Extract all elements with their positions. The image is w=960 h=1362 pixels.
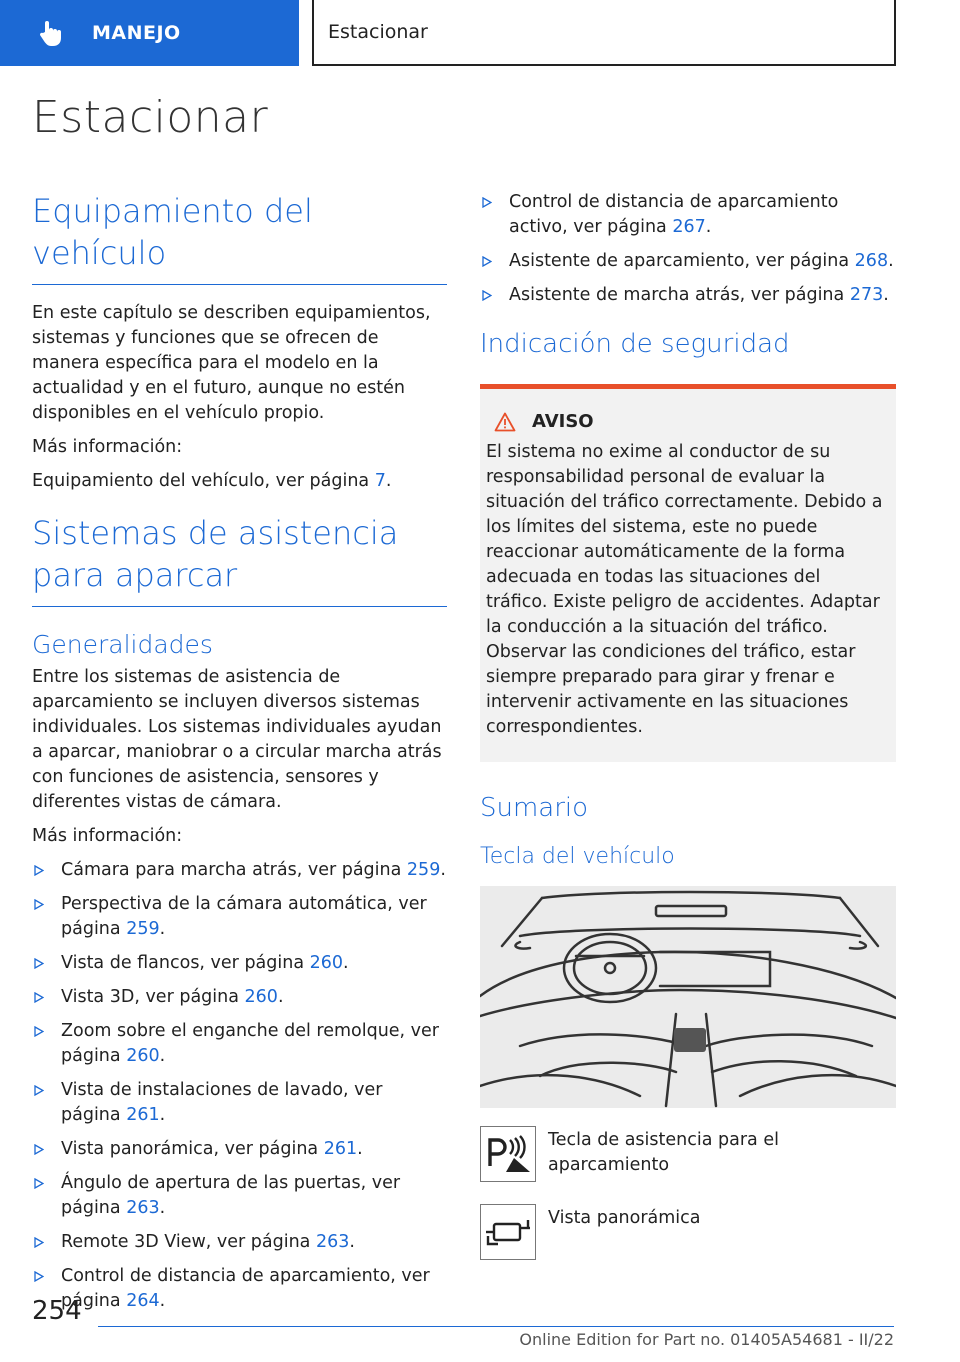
bullet-triangle-icon [34,1144,44,1155]
park-assist-key-label: Tecla de asistencia para el aparcamiento [548,1130,779,1175]
footer-divider [98,1326,894,1327]
warning-triangle-icon [494,412,516,432]
page-link[interactable]: 261 [323,1139,358,1159]
list-item: Ángulo de apertura de las puertas, ver página 263. [32,1171,447,1221]
page-link[interactable]: 259 [126,919,160,939]
summary-heading: Sumario [480,793,589,823]
equipment-reference: Equipamiento del vehículo, ver página 7. [32,471,392,491]
list-item: Asistente de aparcamiento, ver página 268. [480,249,896,274]
section-header [312,0,896,66]
bullet-triangle-icon [34,1026,44,1037]
parking-systems-heading: Sistemas de asistencia para aparcar [32,512,447,607]
page-link[interactable]: 268 [854,251,889,271]
section-title: Estacionar [328,21,428,43]
list-item: Control de distancia de aparcamiento, ver página 264. [32,1264,447,1314]
bullet-triangle-icon [34,899,44,910]
more-info-label: Más información: [32,826,183,846]
page-link[interactable]: 260 [126,1046,160,1066]
chapter-title: MANEJO [92,22,181,44]
list-item: Cámara para marcha atrás, ver página 259. [32,858,447,883]
dashboard-drawing [480,886,896,1108]
page-link[interactable]: 260 [309,953,344,973]
page-link[interactable]: 273 [849,285,884,305]
chapter-tab[interactable] [0,0,299,66]
bullet-triangle-icon [34,1085,44,1096]
dashboard-illustration [480,886,896,1108]
general-text: Entre los sistemas de asistencia de aparcamiento se incluyen diversos sistemas individuales. Los sistemas individuales ayudan a aparcar, maniobrar o a circular marcha atrás con funciones de asistencia, sensores y diferentes vistas de cámara. [32,667,442,812]
list-item: Asistente de marcha atrás, ver página 273. [480,283,896,308]
feature-list-continued [480,190,896,308]
list-item: Vista 3D, ver página 260. [32,985,447,1010]
bullet-triangle-icon [34,1237,44,1248]
page-link[interactable]: 259 [406,860,441,880]
bullet-triangle-icon [34,992,44,1003]
page-title: Estacionar [32,92,269,143]
page-link[interactable]: 264 [126,1291,160,1311]
panorama-view-key-icon [484,1208,532,1256]
warning-text: El sistema no exime al conductor de su responsabilidad personal de evaluar la situación del tráfico correctamente. Debido a los límites del sistema, este no puede reaccionar automáticamente de la forma adecuada en todas las situaciones del tráfico. Existe peligro de accidentes. Adaptar la conducción a la situación del tráfico. Observar las condiciones del tráfico, estar siempre preparado para girar y frenar e intervenir activamente en las situaciones correspondientes. [486,442,883,737]
list-item: Control de distancia de aparcamiento activo, ver página 267. [480,190,896,240]
equipment-text: En este capítulo se describen equipamientos, sistemas y funciones que se ofrecen de manera específica para el modelo en la actualidad y en el futuro, aunque no estén disponibles en el vehículo propio. [32,303,431,423]
general-heading: Generalidades [32,630,213,659]
panorama-key-label: Vista panorámica [548,1208,701,1228]
warning-box [480,384,896,762]
feature-list [32,858,447,1314]
page-link[interactable]: 263 [126,1198,160,1218]
page-number: 254 [32,1296,82,1326]
park-assist-key[interactable] [480,1126,536,1182]
page-link[interactable]: 260 [244,987,278,1007]
list-item: Perspectiva de la cámara automática, ver página 259. [32,892,447,942]
equipment-heading: Equipamiento del vehículo [32,190,447,285]
list-item: Vista de flancos, ver página 260. [32,951,447,976]
edition-footer: Online Edition for Part no. 01405A54681 - II/22 [519,1330,894,1349]
safety-heading: Indicación de seguridad [480,329,790,359]
hand-pointer-icon [36,18,66,48]
bullet-triangle-icon [34,865,44,876]
bullet-triangle-icon [34,1271,44,1282]
bullet-triangle-icon [34,958,44,969]
list-item: Remote 3D View, ver página 263. [32,1230,447,1255]
page-link[interactable]: 7 [374,471,386,491]
more-info-label: Más información: [32,437,183,457]
left-column [32,190,447,1323]
vehicle-key-heading: Tecla del vehículo [480,844,675,869]
warning-title: AVISO [486,409,886,434]
bullet-triangle-icon [34,1178,44,1189]
list-item: Zoom sobre el enganche del remolque, ver página 260. [32,1019,447,1069]
right-column [480,190,896,1282]
page-link[interactable]: 263 [316,1232,350,1252]
panorama-view-key[interactable] [480,1204,536,1260]
page-link[interactable]: 267 [672,217,706,237]
list-item: Vista de instalaciones de lavado, ver página 261. [32,1078,447,1128]
page-link[interactable]: 261 [126,1105,160,1125]
list-item: Vista panorámica, ver página 261. [32,1137,447,1162]
park-assist-key-row [480,1126,896,1182]
bullet-triangle-icon [482,290,492,301]
bullet-triangle-icon [482,256,492,267]
bullet-triangle-icon [482,197,492,208]
panorama-key-row [480,1204,896,1260]
park-assist-key-icon [484,1130,532,1178]
